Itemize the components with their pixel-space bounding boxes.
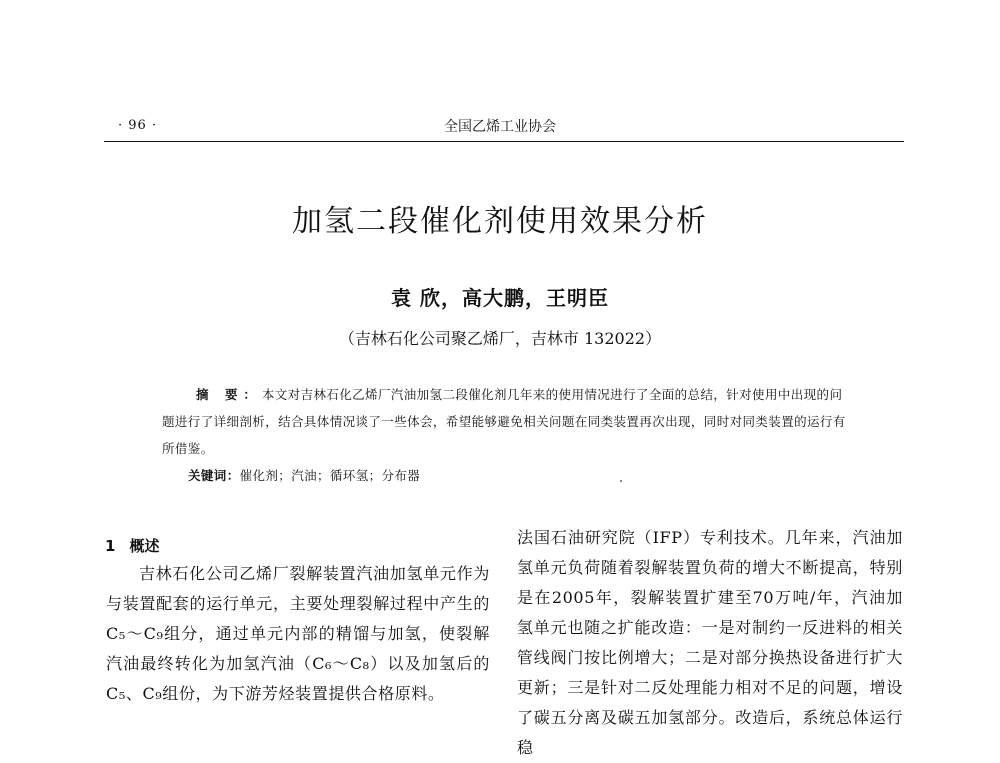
header-rule xyxy=(104,141,904,142)
paper-title: 加氢二段催化剂使用效果分析 xyxy=(292,204,708,239)
abstract-text: 本文对吉林石化乙烯厂汽油加氢二段催化剂几年来的使用情况进行了全面的总结，针对使用中出现的问题进行了详细剖析，结合具体情况谈了一些体会，希望能够避免相关问题在同类装置再次出现，同时对同类装置的运行有所借鉴。 xyxy=(162,387,846,456)
abstract-label: 摘 要： xyxy=(196,387,262,402)
affiliation: （吉林石化公司聚乙烯厂，吉林市 132022） xyxy=(338,329,662,348)
journal-name: 全国乙烯工业协会 xyxy=(444,119,556,135)
keywords xyxy=(188,466,420,484)
body-paragraph-continued: 法国石油研究院（IFP）专利技术。几年来，汽油加氢单元负荷随着裂解装置负荷的增大不断提高，特别是在2005年，裂解装置扩建至70万吨/年，汽油加氢单元也随之扩能改造：一是对制约一反进料的相关管线阀门按比例增大；二是对部分换热设备进行扩大更新；三是针对二反处理能力相对不足的问题，增设了碳五分离及碳五加氢部分。改造后，系统总体运行稳 xyxy=(517,528,903,757)
section-title: 概述 xyxy=(129,537,160,555)
keywords-label: 关键词： xyxy=(188,468,240,483)
author-list: 袁 欣，高大鹏，王明臣 xyxy=(391,286,609,310)
body-paragraph: 吉林石化公司乙烯厂裂解装置汽油加氢单元作为与装置配套的运行单元，主要处理裂解过程中产生的C₅～C₉组分，通过单元内部的精馏与加氢，使裂解汽油最终转化为加氢汽油（C₆～C₈）以及加氢后的C₅、C₉组份，为下游芳烃装置提供合格原料。 xyxy=(106,564,490,703)
page-number: · 96 · xyxy=(118,118,158,133)
section-heading xyxy=(105,535,159,556)
scan-speck xyxy=(620,480,622,482)
section-number: 1 xyxy=(105,537,116,555)
body-column-left xyxy=(106,559,490,709)
keywords-text: 催化剂；汽油；循环氢；分布器 xyxy=(239,468,421,483)
abstract xyxy=(162,381,852,462)
body-column-right xyxy=(517,523,903,763)
